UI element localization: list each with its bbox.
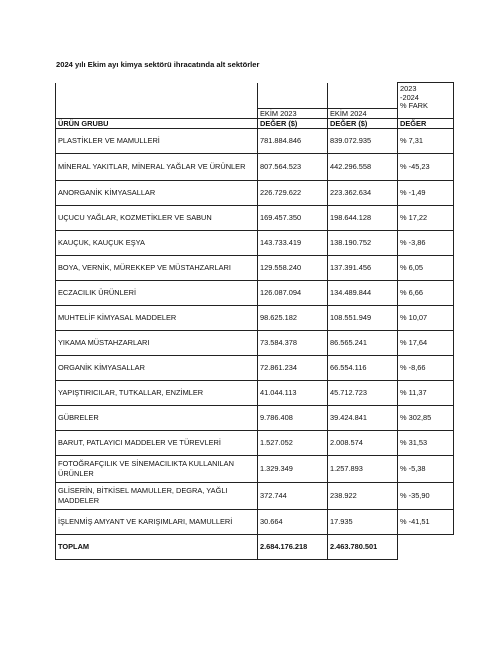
product-name: ORGANİK KİMYASALLAR <box>56 355 258 380</box>
table-row <box>56 230 454 255</box>
value-2023: 807.564.523 <box>258 153 328 180</box>
header-month-2023: EKİM 2023 <box>258 108 328 118</box>
product-name: FOTOĞRAFÇILIK VE SİNEMACILIKTA KULLANILAN ÜRÜNLER <box>56 455 258 482</box>
diff-percent: % -1,49 <box>398 180 454 205</box>
value-2023: 73.584.378 <box>258 330 328 355</box>
table-row <box>56 280 454 305</box>
value-2023: 781.884.846 <box>258 128 328 153</box>
product-name: YAPIŞTIRICILAR, TUTKALLAR, ENZİMLER <box>56 380 258 405</box>
header-value-2023: DEĞER ($) <box>258 118 328 128</box>
product-name: UÇUCU YAĞLAR, KOZMETİKLER VE SABUN <box>56 205 258 230</box>
diff-percent: % -35,90 <box>398 482 454 509</box>
header-blank-cell <box>56 108 258 118</box>
header-row-top <box>56 83 454 109</box>
value-2024: 108.551.949 <box>328 305 398 330</box>
product-name: BOYA, VERNİK, MÜREKKEP VE MÜSTAHZARLARI <box>56 255 258 280</box>
product-name: İŞLENMİŞ AMYANT VE KARIŞIMLARI, MAMULLERİ <box>56 509 258 534</box>
diff-percent: % 302,85 <box>398 405 454 430</box>
table-row <box>56 153 454 180</box>
diff-percent: % 31,53 <box>398 430 454 455</box>
value-2023: 143.733.419 <box>258 230 328 255</box>
product-name: BARUT, PATLAYICI MADDELER VE TÜREVLERİ <box>56 430 258 455</box>
value-2023: 169.457.350 <box>258 205 328 230</box>
header-blank-cell <box>258 83 328 109</box>
diff-percent: % -5,38 <box>398 455 454 482</box>
diff-percent: % 17,64 <box>398 330 454 355</box>
value-2024: 839.072.935 <box>328 128 398 153</box>
total-2024: 2.463.780.501 <box>328 534 398 559</box>
total-row <box>56 534 454 559</box>
value-2023: 41.044.113 <box>258 380 328 405</box>
value-2023: 1.527.052 <box>258 430 328 455</box>
table-row <box>56 430 454 455</box>
value-2023: 98.625.182 <box>258 305 328 330</box>
table-row <box>56 205 454 230</box>
product-name: MİNERAL YAKITLAR, MİNERAL YAĞLAR VE ÜRÜNLER <box>56 153 258 180</box>
value-2024: 134.489.844 <box>328 280 398 305</box>
product-name: KAUÇUK, KAUÇUK EŞYA <box>56 230 258 255</box>
value-2023: 126.087.094 <box>258 280 328 305</box>
value-2024: 45.712.723 <box>328 380 398 405</box>
value-2023: 1.329.349 <box>258 455 328 482</box>
value-2024: 442.296.558 <box>328 153 398 180</box>
table-row <box>56 482 454 509</box>
header-blank-cell <box>328 83 398 109</box>
diff-percent: % 17,22 <box>398 205 454 230</box>
header-month-2024: EKİM 2024 <box>328 108 398 118</box>
diff-percent: % 6,05 <box>398 255 454 280</box>
product-name: ECZACILIK ÜRÜNLERİ <box>56 280 258 305</box>
table-row <box>56 305 454 330</box>
total-label: TOPLAM <box>56 534 258 559</box>
diff-percent: % -41,51 <box>398 509 454 534</box>
value-2023: 372.744 <box>258 482 328 509</box>
diff-percent: % -3,86 <box>398 230 454 255</box>
diff-percent: % 10,07 <box>398 305 454 330</box>
diff-percent: % 6,66 <box>398 280 454 305</box>
value-2024: 86.565.241 <box>328 330 398 355</box>
product-name: GLİSERİN, BİTKİSEL MAMULLER, DEGRA, YAĞLI MADDELER <box>56 482 258 509</box>
total-2023: 2.684.176.218 <box>258 534 328 559</box>
product-name: PLASTİKLER VE MAMULLERİ <box>56 128 258 153</box>
page-title: 2024 yılı Ekim ayı kimya sektörü ihracatında alt sektörler <box>56 60 260 69</box>
header-row-columns <box>56 118 454 128</box>
value-2024: 1.257.893 <box>328 455 398 482</box>
diff-percent: % -8,66 <box>398 355 454 380</box>
header-value-2024: DEĞER ($) <box>328 118 398 128</box>
header-fark-label: % FARK <box>400 101 428 111</box>
header-blank-cell <box>56 83 258 109</box>
table-row <box>56 180 454 205</box>
header-period-top: 2023 <box>400 84 417 93</box>
header-period-cell <box>398 83 454 119</box>
value-2024: 39.424.841 <box>328 405 398 430</box>
diff-percent: % -45,23 <box>398 153 454 180</box>
table-row <box>56 405 454 430</box>
value-2024: 223.362.634 <box>328 180 398 205</box>
export-table <box>55 82 454 560</box>
table-row <box>56 509 454 534</box>
total-empty-cell <box>398 534 454 559</box>
product-name: YIKAMA MÜSTAHZARLARI <box>56 330 258 355</box>
value-2024: 2.008.574 <box>328 430 398 455</box>
value-2023: 9.786.408 <box>258 405 328 430</box>
diff-percent: % 7,31 <box>398 128 454 153</box>
value-2023: 72.861.234 <box>258 355 328 380</box>
table-row <box>56 330 454 355</box>
product-name: GÜBRELER <box>56 405 258 430</box>
header-row-months <box>56 108 454 118</box>
table-row <box>56 355 454 380</box>
value-2024: 198.644.128 <box>328 205 398 230</box>
product-name: MUHTELİF KİMYASAL MADDELER <box>56 305 258 330</box>
value-2024: 137.391.456 <box>328 255 398 280</box>
value-2024: 138.190.752 <box>328 230 398 255</box>
header-period-bottom: -2024 <box>400 92 419 102</box>
product-name: ANORGANİK KİMYASALLAR <box>56 180 258 205</box>
table-row <box>56 128 454 153</box>
value-2023: 129.558.240 <box>258 255 328 280</box>
header-diff-value: DEĞER <box>398 118 454 128</box>
table-row <box>56 455 454 482</box>
header-product-group: ÜRÜN GRUBU <box>56 118 258 128</box>
value-2024: 66.554.116 <box>328 355 398 380</box>
table-row <box>56 380 454 405</box>
value-2023: 30.664 <box>258 509 328 534</box>
value-2024: 238.922 <box>328 482 398 509</box>
value-2023: 226.729.622 <box>258 180 328 205</box>
table-row <box>56 255 454 280</box>
value-2024: 17.935 <box>328 509 398 534</box>
diff-percent: % 11,37 <box>398 380 454 405</box>
